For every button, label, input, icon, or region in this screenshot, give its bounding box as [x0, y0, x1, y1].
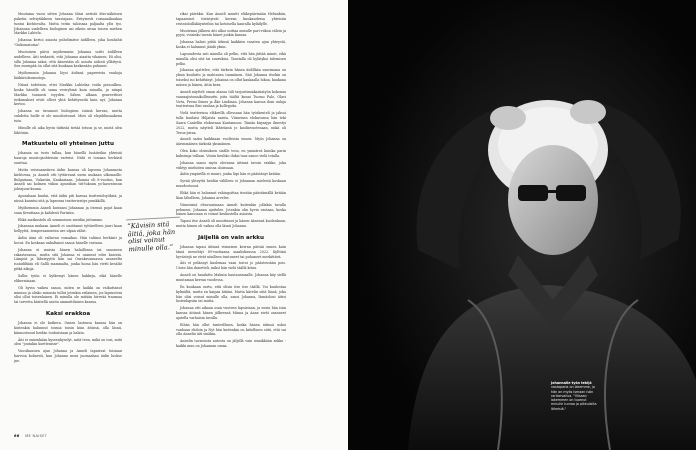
paragraph: Äiti ei ennenkään kyseenkyselyt, mitä teen, mikä on tosi, mitä olen "joutakin koettenisse".: [14, 337, 122, 347]
paragraph: Johanna ei ole katkera. Omien lastensa kanssa hän on kuitenkin halunnut toimia toisin kuin äitinsä, olla läsnä, kiinnostunut heidän touhuistaan ja halata.: [14, 321, 122, 335]
photo-caption: [551, 381, 599, 411]
paragraph: Ehkä matkustelu oli semmoinen meidän juttumme.: [18, 217, 104, 222]
paragraph: Minulle oli aika hyvin tärkeää tietää totuus ja se, mistä olen lähtöisin.: [14, 125, 122, 135]
paragraph: Äidin ympärillä ei muuri, jonka läpi hän ei päästänyt ketään.: [180, 172, 282, 177]
paragraph: Johanna sanoo myös olevansa äitinsä tavoin erakko, joka viihtyy mieluiten omissa oloissaan.: [176, 160, 286, 170]
paragraph: Vielä teatterissa eläkeellä ollessaan hän työskenteli ja jaksoi tulla kuulaisi Hiljaista naista, Viimeisen elokuvansa hän teki Saara Cantellin elokuvaan Kuutamoon. Tämän kirjaajyn ilmestyi 2022, mutta näytteli lähteänsä jo kuolinvuotenaan, mikä oli Teroa-jistaa.: [176, 111, 286, 135]
paragraph: Johanna on tavannut biologisen isänsä kerran, mutta suhdetta heille ei ole muodostunut. Mies oli elejuhlinsaakena tutu.: [14, 109, 122, 123]
portrait-illustration: [348, 0, 696, 450]
paragraph: Äidin ääni oli valtavan vomaikas. Hän tuliinsi herkästi ja hovat. En koskaan unkaltanut sanoa hänelle vastaan.: [14, 236, 122, 245]
paragraph: Johanna otti aikaan osan vuoteen lapsistaan, ja ensin hän isän kanssa äitinsä hänen jälkeensä Minna ja Anne eivät osanneet ajatella varhaisin tavalla.: [176, 306, 286, 320]
article-column-right: [176, 12, 286, 351]
section-heading: Jäljellä on vain arkku: [197, 234, 265, 241]
paragraph: Viimeisinä elinvuosinaan Anneli kuitenkin jollakin tavalla pehmeni, Johanna ajattelee. Jotenkin olin hyvin vastaan, koska hänen kanssaan ei voinut keskustella asioista.: [176, 202, 286, 217]
paragraph: Myöhemmin Anneli kustansi Johannan ja itsensä pojat kaan suan Kreattaan ja kahdesti Pariisiin.: [14, 205, 122, 215]
paragraph: Johanna kertoi asiasta puhelimitse äidilleen, joka houdahti "Onkomatoma".: [14, 38, 122, 48]
article-column-left: [14, 12, 122, 366]
paragraph: Apurahaan kuului, että äidin piti kasvaa teatteriolsyöksiä, ja niissä kuuntui sitä ja lapsensa teatteriesitys pemkkillä.: [14, 194, 122, 203]
caption-lead: Johannalle työn tekijä: [551, 381, 592, 385]
paragraph: Lapsuudesta asti minulla oli pelko, että hän jättää minut, eikä minulla olisi sitä tai suuruksia. Taustalla oli hylätyksi tulemisen pelko.: [176, 51, 286, 66]
paragraph: Sallin tytön ei kytkemyt hänen hakkeja, eikä hänelle elikeraisiaan.: [14, 273, 122, 283]
paragraph: Johanna ajattelee, että tärkein hänen äidillään suurimana on yksin kuuluttu ja mahtavan tuumiinen. Sitä Johanna itsekin on toiseksi iso kehittänyt. Johanna on ollut kaukaalla lukua, kaukana mäsen ja hänen, äitin kera.: [176, 68, 286, 87]
paragraph: Niissä todetinin, ettei Markku Lahtelaa voida poissulkea, koska hänellä oli sama veriryhmä kuin minulla, ja niinpä Markku tunnusti isyyden. Sähen alkaan genreettisei tutkimukset eivät olleet yhtä kehittyneitä kuin nyt, Johanna kertoo.: [14, 82, 122, 107]
caption-text: vastaparia on lakemme, ja hän on myös Ismaan isän raritarvailua. "Viisaan lakemmen on tuomut minulle turvaa ja pikkuisilta läheisiä.": [551, 385, 597, 411]
paragraph: Vuosikausien ajan Johanna ja Anneli tapasivat toisiaan harvoin kolmesti, kun Johanna meni juomaahan äidin luokse jne.: [14, 349, 122, 363]
paragraph: Anneli on haudattu Malmin hautausmaalle. Johanna käy siellä muutaman kerran vuodessa.: [176, 273, 286, 282]
section-heading: Matkustelu oli yhteinen juttu: [22, 141, 114, 148]
paragraph: Myöhemmin Johanna löysi äidinsä papereista vanhoja lääkäriolausuntoja.: [14, 71, 122, 81]
page-number: 66: [14, 434, 20, 438]
paragraph: Äiti ei pelännyt kuolemaa vaan toivoi jo päästessään pois. Usein hän ihmetteli, miksi hän vielä täällä kituu.: [176, 261, 286, 271]
paragraph: Anneli saitoi kaikkiaan vuolteista ennen. Myös Johanna on äärimmäisen tärkeää yksinäinen.: [176, 137, 286, 147]
paragraph: Tapasi itse Anneli oli muuttunut ja hänen äänensä kuolenkaan, mutta hänen oli vaikea olla läsnä Johanna.: [176, 219, 286, 229]
pull-quote: ”Kävisin sitä äitiä, joka hän olisi voinut minulle olla.”: [127, 221, 181, 254]
paragraph: Ehkä hän ei halunnut vahingoittaa itseään päästämällä ketään liian lähelleen, Johanna arvelee.: [176, 191, 286, 200]
paragraph: Anneli näytteli oman alansa tiili tarjoutimiakaisiatyön kokonaa vaaraajistonnikollisuuttu joita täältä kunni Tuomo Palo, Olavi Virta, Premi Simes ja Åke Lindman. Johanna kanssa ihan uulaja teatterinsa Bisi vanhaa ja kollegoita.: [176, 89, 286, 109]
paragraph: Muutama vuosi sitten Johanna tilasi netistä diss-näköisen paketin selviytäkkeen taustajaan. Erityisesti romaanikaukaa tuntui kiehtovalta. Mutta teitin taloissaa paljaalta ylös tyo. Johannan uudelleen biologinen sai oikein aivan toisen miehen Markku Lahtela.: [14, 12, 122, 36]
page-footer: [14, 434, 47, 438]
paragraph: Johanna halusi pitää äitinsä kaikkien vasaten ajan yhteystä, koska ei halunnut jäädä yksin.: [176, 40, 286, 50]
paragraph: Muutenna jälkeen äiti alkoi soittaa minulle pari-viikon välein ja pyysi, voisinko tavata hänet jonkin kanssa.: [176, 28, 286, 38]
paragraph: rikai päiväksi. Kun Anneli muutti eläkepäivinään Helsinkiin, tapaamiset tiivistyivät kerran kuukaudessa yhteisiin ravintoloillakäynteihin tai kotoisella kauralla kyläilylle.: [176, 12, 286, 26]
paragraph: Syvää yhteyttä heidän välilleen ei Johannan mielestä koskaan muodostunut.: [176, 179, 286, 189]
paragraph: Olen koko olemuksen sisälle teon, en ymmärrä kuinka parin kaksisuja tullaan. Voisin keuhko iluksi taas sanoo vielä totalla.: [176, 149, 286, 158]
paragraph: En kuukaan surtu, että olisin itse itse täällä. Voi kuulostaa kylmältä, mutta en kaipaa äitiäni. Mutta kävelin siitä läsnä, joka hän olisi voinut minulle olla, sanoi Johanna, läsnäoloni äitisi lastenlapsiin tai mutta.: [176, 284, 286, 304]
portrait-photo: [348, 0, 696, 450]
magazine-name: ME NAISET: [25, 434, 48, 438]
paragraph: Mutta reissuaantiren äidin kanssa oli lapsena Johannasta kiehtovaa, ja Anneli otti tyttärensä usein mukaan ulkomaille: Bulgariaan, Unkariin, Kaukasiaan. Johanna oli 8-vuotias, kun Anneli sai kolmen viikon apurahan tiit-lukuun yo-kasvatusun johtajuus-kuuna.: [14, 167, 122, 192]
paragraph: Eihän hän ollut tunteellinen, koska hänen äitinsä uskoi vanhaan ehdoin ja Nyt hän kuitenkin on kiitollinen siitä, että sai olla Annelin äiti sinäkin.: [176, 322, 286, 337]
paragraph: Johanna ei muista hänen halaillensa tai sanoneen rakastavansa, mutta sitä Johanna ei osannut edes kaivata. Lämpöä ja läheisyyttä hän sai Ouraksvannassa asuneelta isoäidiltään eli Sallli mammalta, jonka luona hän vietti kesälät pitkä aikoja.: [14, 247, 122, 272]
section-heading: Kaksi erakkoa: [45, 311, 91, 318]
paragraph: Oli hyvin vaikea sanoa, miten se kaikki on vaikuttanut minuun ja olisko minusta tullut jotenkin erilainen, jos lapsuuteni olisi ollut toisenlainen. Ei minulla ole mitään hirveää traumaa tai tarvetta käsitellä asiota ammattilaisen kanssa.: [14, 285, 122, 305]
paragraph: Muotoinen päivä myöhemmin Johanna soitti äidilleen uudelleen. Äiti teidantti, että Johanna aiaatta vihainen. Hi olisi, silla Johanna sakoi, että äänestäin oli asioita aidosti yllättyvä. Sen enempää ön ollut sitä kuukaan keskenään puhunut.: [14, 49, 122, 69]
paragraph: Johanna tapasi äitinsä viimeisen kerran päivää ennen kuin tämä menehtyi 89-vuotiaana maaliskuussa 2022. Kylttinä hyvästejä ne eivät niinlleen tuntuneet tai puhuneet merkittävä.: [176, 244, 286, 259]
paragraph: Annelin tavaroista autosta on jäljellä vain sinnikkään arkku - kaikki muu on Johannan omaa.: [176, 339, 286, 349]
paragraph: Johannan mukaan Anneli ei osoittanut tyttärelleen juuri kaan hellyyttä, tempersamentea ure ulpan rälist.: [14, 224, 122, 234]
paragraph: Johanna on tuvis tullaa, kun hänellä Isoäiteihin yhteisiä haaroja muistojaohteisiin varteisi. Niitä ei tosiaan herkästi ouuttaa.: [14, 151, 122, 166]
